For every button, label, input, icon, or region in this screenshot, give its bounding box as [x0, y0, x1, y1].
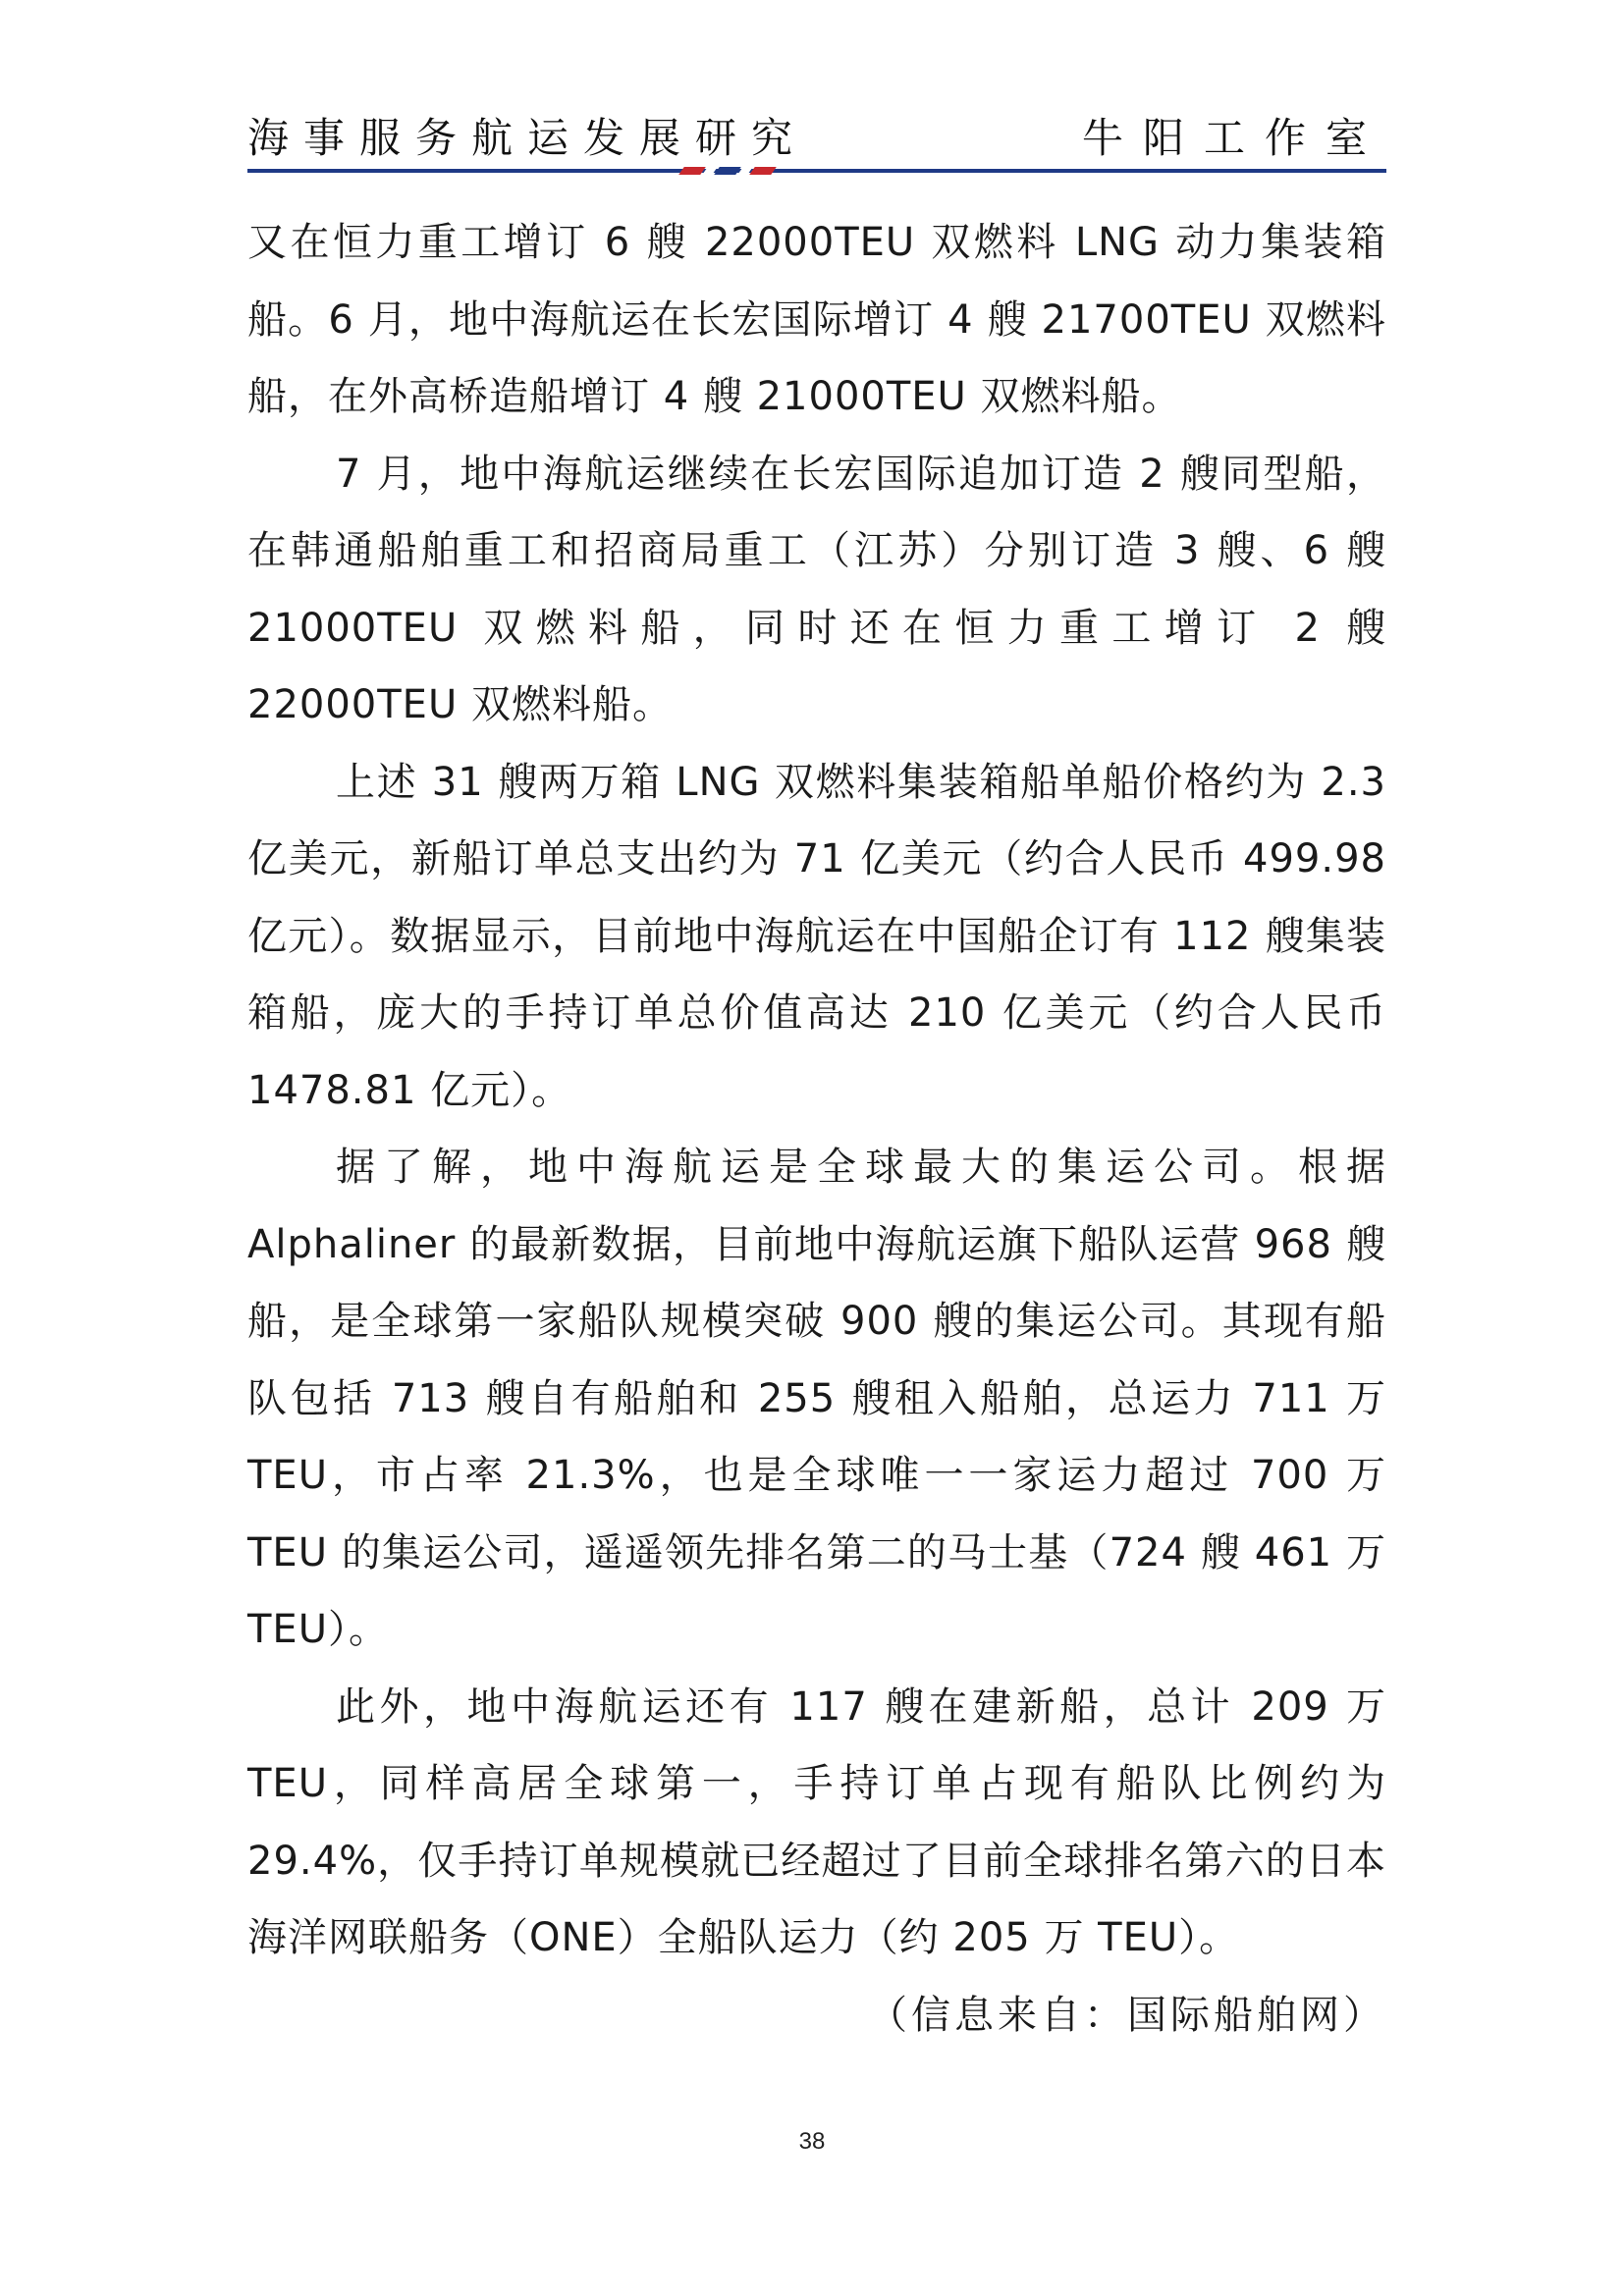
article-body [247, 204, 1386, 2054]
paragraph-1: 又在恒力重工增订 6 艘 22000TEU 双燃料 LNG 动力集装箱船。6 月，地中海航运在长宏国际增订 4 艘 21700TEU 双燃料船，在外高桥造船增订 4 艘 21000TEU 双燃料船。 [247, 220, 1386, 419]
paragraph-4: 据了解，地中海航运是全球最大的集运公司。根据 Alphaliner 的最新数据，目前地中海航运旗下船队运营 968 艘船，是全球第一家船队规模突破 900 艘的集运公司。其现有船队包括 713 艘自有船舶和 255 艘租入船舶，总运力 711 万 TEU，市占率 21.3%，也是全球唯一一家运力超过 700 万 TEU 的集运公司，遥遥领先排名第二的马士基（724 艘 461 万 TEU）。 [247, 1145, 1386, 1652]
header-rule-stripe-red-2 [749, 167, 777, 175]
paragraph-2: 7 月，地中海航运继续在长宏国际追加订造 2 艘同型船，在韩通船舶重工和招商局重工（江苏）分别订造 3 艘、6 艘 21000TEU 双燃料船，同时还在恒力重工增订 2 艘 22000TEU 双燃料船。 [247, 451, 1386, 727]
header-title: 海事服务航运发展研究 [247, 114, 808, 162]
page-number: 38 [798, 2128, 826, 2155]
paragraph-3: 上述 31 艘两万箱 LNG 双燃料集装箱船单船价格约为 2.3 亿美元，新船订单总支出约为 71 亿美元（约合人民币 499.98 亿元）。数据显示，目前地中海航运在中国船企订有 112 艘集装箱船，庞大的手持订单总价值高达 210 亿美元（约合人民币 1478.81 亿元）。 [247, 759, 1386, 1113]
source-citation: （信息来自：国际船舶网） [868, 1992, 1386, 2038]
header-studio-name: 牛阳工作室 [1081, 114, 1386, 162]
page-header [247, 98, 1386, 167]
paragraph-5: 此外，地中海航运还有 117 艘在建新船，总计 209 万 TEU，同样高居全球第一，手持订单占现有船队比例约为 29.4%，仅手持订单规模就已经超过了目前全球排名第六的日本海洋网联船务（ONE）全船队运力（约 205 万 TEU）。 [247, 1683, 1386, 1960]
header-rule [247, 167, 1386, 175]
header-rule-line [247, 169, 1386, 173]
